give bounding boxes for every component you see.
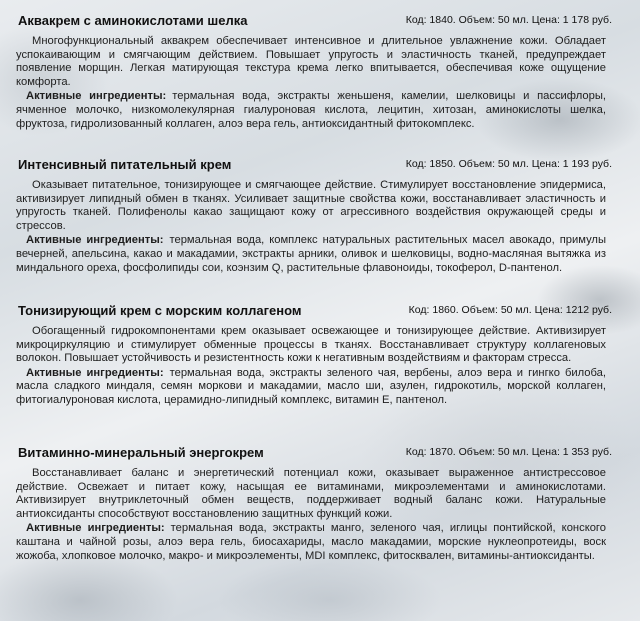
product-header: [0, 157, 640, 177]
ingredients-label: Активные ингредиенты:: [26, 522, 165, 535]
ingredients-text: термальная вода, комплекс натуральных растительных масел авокадо, примулы вечерней, апельсина, какао и макадамии, экстракты арники, оливок и шелковицы, водно-масляная вытяжка из миндального ореха, фосфолипиды сои, коэнзим Q, растительные флавоноиды, токоферол, D-пантенол.: [16, 234, 606, 274]
product-code-volume-price: Код: 1870. Объем: 50 мл. Цена: 1 353 руб.: [405, 446, 612, 458]
product-ingredients: [16, 367, 606, 408]
product-code-volume-price: Код: 1850. Объем: 50 мл. Цена: 1 193 руб.: [405, 158, 612, 170]
product-section: [0, 13, 640, 131]
product-code-volume-price: Код: 1840. Объем: 50 мл. Цена: 1 178 руб.: [405, 14, 612, 26]
ingredients-label: Активные ингредиенты:: [26, 366, 164, 379]
ingredients-text: термальная вода, экстракты женьшеня, камелии, шелковицы и пассифлоры, ячменное молочко, низкомолекулярная гиалуроновая кислота, лецитин, хитозан, аминокислоты шелка, фруктоза, гидролизованный коллаген, алоэ вера гель, антиоксидантный фитокомплекс.: [16, 90, 606, 130]
product-description: Восстанавливает баланс и энергетический потенциал кожи, оказывает выраженное антистрессовое действие. Освежает и питает кожу, насыщая ее витаминами, микроэлементами и аминокислотами. Активизирует внутриклеточный обмен веществ, поддерживает водный баланс кожи. Натуральные антиоксиданты способствуют восстановлению защитных функций кожи.: [16, 467, 606, 520]
ingredients-text: термальная вода, экстракты манго, зеленого чая, иглицы понтийской, конского каштана и чайной розы, алоэ вера гель, биосахариды, масло макадамии, морские нуклеопротеиды, воск жожоба, хлопковое молочко, макро- и микроэлементы, MDI комплекс, фитосквален, витамины-антиоксиданты.: [16, 522, 606, 562]
product-section: [0, 157, 640, 275]
product-header: [0, 13, 640, 33]
product-code-volume-price: Код: 1860. Объем: 50 мл. Цена: 1212 руб.: [408, 304, 612, 316]
product-header: [0, 303, 640, 323]
product-section: [0, 445, 640, 563]
ingredients-text: термальная вода, экстракты зеленого чая, вербены, алоэ вера и гингко билоба, масла сладкого миндаля, семян моркови и макадамии, масло ши, азулен, гидрокотиль, морской коллаген, фитогиалуроновая кислота, церамидно-липидный комплекс, витамин Е, пантенол.: [16, 366, 607, 406]
product-title: Аквакрем с аминокислотами шелка: [18, 13, 248, 28]
product-ingredients: [16, 522, 606, 563]
product-ingredients: [16, 90, 606, 131]
product-description: Многофункциональный аквакрем обеспечивает интенсивное и длительное увлажнение кожи. Обладает успокаивающим и смягчающим действием. Повышает упругость и эластичность тканей, предупреждает появление морщин. Легкая матирующая текстура крема легко впитывается, обеспечивая коже ощущение комфорта.: [16, 35, 606, 88]
product-title: Витаминно-минеральный энергокрем: [18, 445, 264, 460]
ingredients-label: Активные ингредиенты:: [26, 90, 167, 103]
ingredients-label: Активные ингредиенты:: [26, 234, 164, 247]
product-title: Интенсивный питательный крем: [18, 157, 232, 172]
product-header: [0, 445, 640, 465]
product-section: [0, 303, 640, 408]
product-description: Оказывает питательное, тонизирующее и смягчающее действие. Стимулирует восстановление эпидермиса, активизирует липидный обмен в тканях. Усиливает защитные свойства кожи, восстанавливает эластичность и упругость тканей. Полифенолы какао защищают кожу от агрессивного воздействия окружающей среды и стрессов.: [16, 179, 606, 232]
product-description: Обогащенный гидрокомпонентами крем оказывает освежающее и тонизирующее действие. Активизирует микроциркуляцию и стимулирует обменные процессы в тканях. Восстанавливает структуру коллагеновых волокон. Повышает устойчивость и резистентность кожи к негативным воздействиям и факторам стресса.: [16, 325, 606, 365]
product-ingredients: [16, 234, 606, 275]
product-title: Тонизирующий крем с морским коллагеном: [18, 303, 302, 318]
